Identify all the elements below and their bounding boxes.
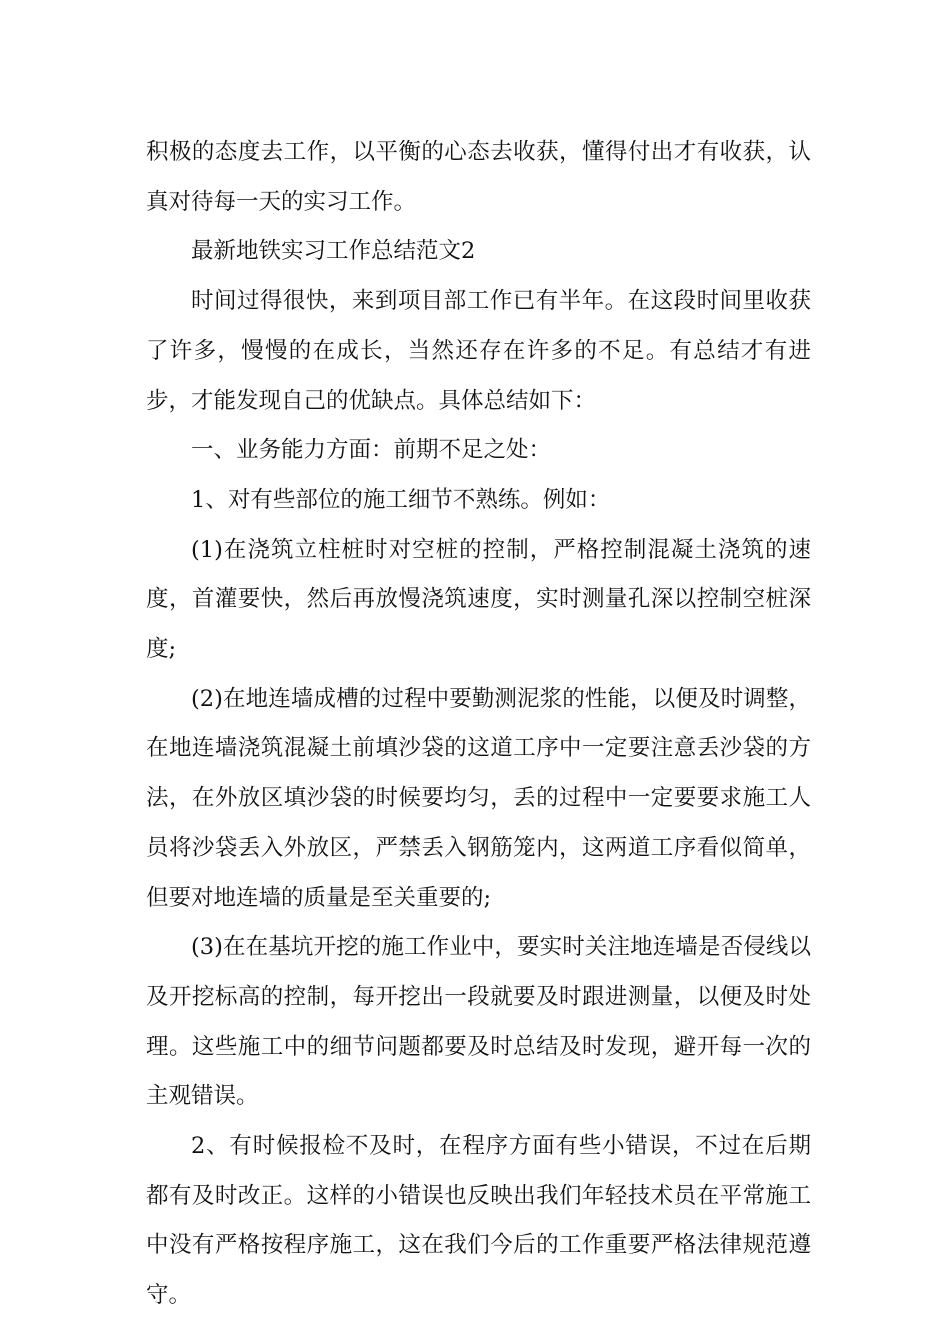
paragraph-continuation: 积极的态度去工作，以平衡的心态去收获，懂得付出才有收获，认真对待每一天的实习工作。 (146, 139, 811, 215)
paragraph-subitem-3: (3)在在基坑开挖的施工作业中，要实时关注地连墙是否侵线以及开挖标高的控制，每开挖出一段就要及时跟进测量，以便及时处理。这些施工中的细节问题都要及时总结及时发现，避开每一次的主观错误。 (146, 934, 811, 1110)
paragraph-subitem-1: (1)在浇筑立柱桩时对空桩的控制，严格控制混凝土浇筑的速度，首灌要快，然后再放慢浇筑速度，实时测量孔深以控制空桩深度; (146, 536, 811, 663)
paragraph-section-heading: 一、业务能力方面：前期不足之处： (191, 437, 552, 464)
paragraph-item-1: 1、对有些部位的施工细节不熟练。例如： (191, 486, 611, 513)
paragraph-item-2: 2、有时候报检不及时，在程序方面有些小错误，不过在后期都有及时改正。这样的小错误也反映出我们年轻技术员在平常施工中没有严格按程序施工，这在我们今后的工作重要严格法律规范遵守。 (146, 1133, 811, 1309)
document-body (146, 128, 811, 1321)
paragraph-intro: 时间过得很快，来到项目部工作已有半年。在这段时间里收获了许多，慢慢的在成长，当然还存在许多的不足。有总结才有进步，才能发现自己的优缺点。具体总结如下： (146, 288, 811, 414)
section-title: 最新地铁实习工作总结范文2 (191, 238, 476, 265)
paragraph-subitem-2: (2)在地连墙成槽的过程中要勤测泥浆的性能，以便及时调整，在地连墙浇筑混凝土前填沙袋的这道工序中一定要注意丢沙袋的方法，在外放区填沙袋的时候要均匀，丢的过程中一定要要求施工人员将沙袋丢入外放区，严禁丢入钢筋笼内，这两道工序看似简单，但要对地连墙的质量是至关重要的; (146, 685, 811, 911)
